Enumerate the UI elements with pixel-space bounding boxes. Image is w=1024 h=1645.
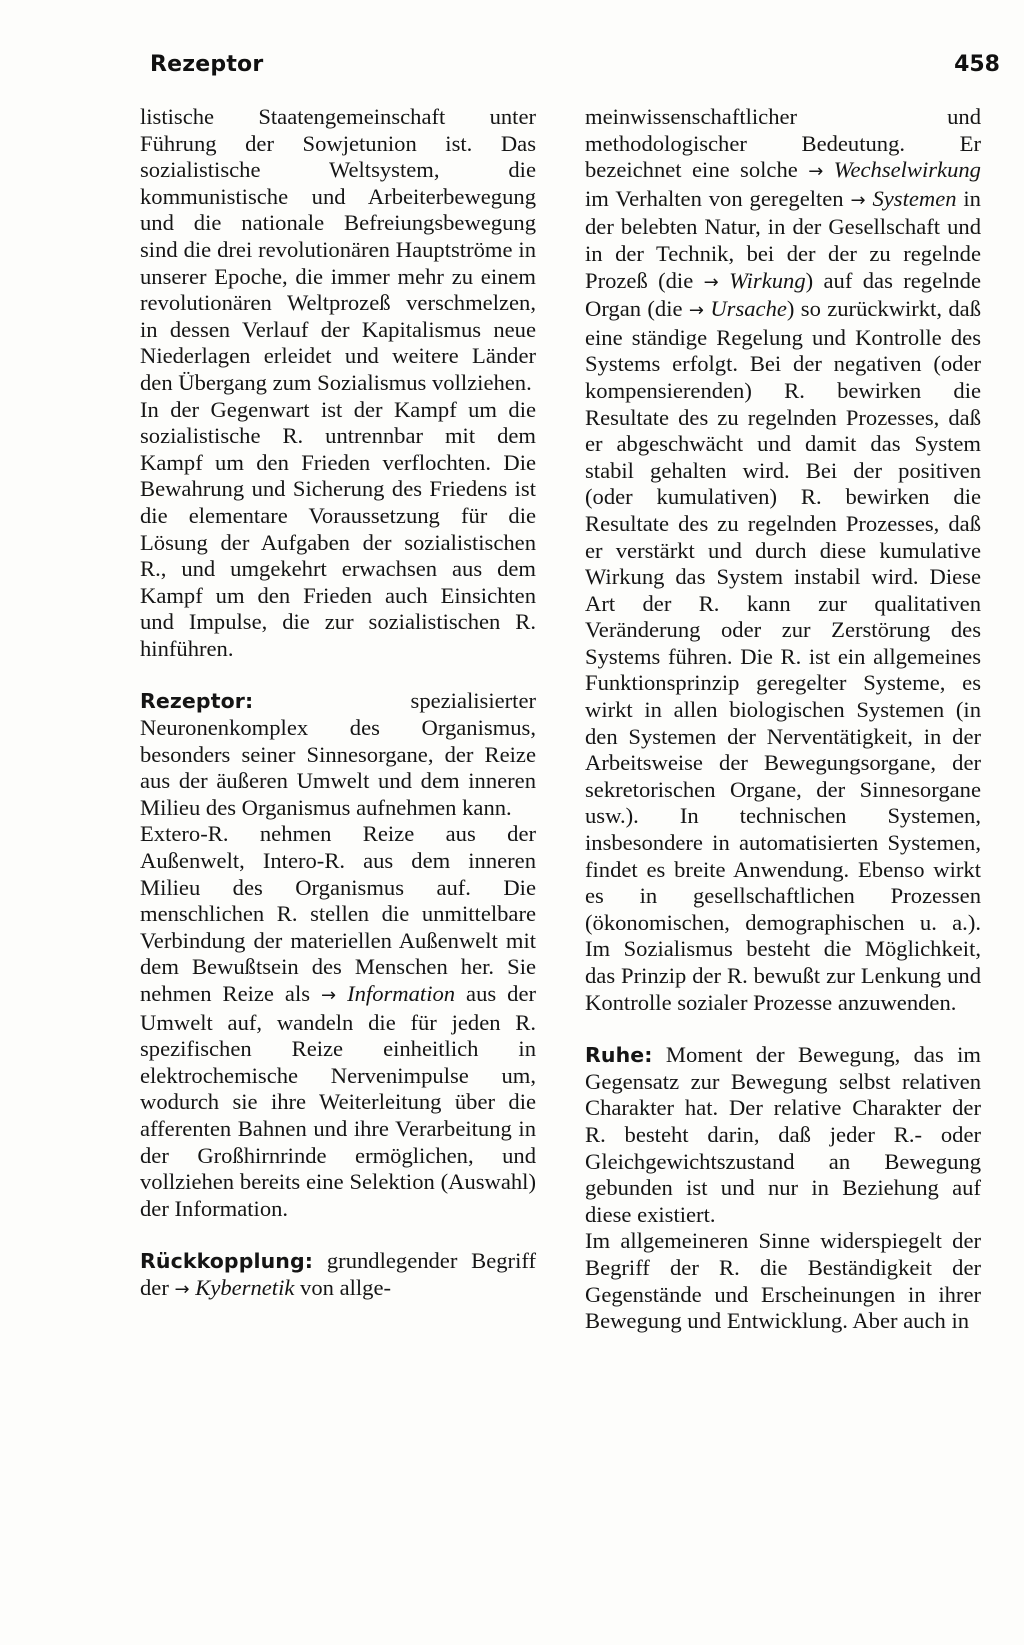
entry-rezeptor <box>140 688 536 1222</box>
rueck-cont-text-a: meinwissenschaftlicher und methodologischer Bedeutung. Er bezeichnet eine solche <box>585 104 981 183</box>
rueck-cont-text-e: ) so zurückwirkt, daß eine ständige Regelung und Kontrolle des Systems erfolgt. Bei der negativen (oder kompensierenden) R. bewirken die Resultate des zu regelnden Prozesses, daß er abgeschwächt und damit das System stabil gehalten wird. Bei der positiven (oder kumulativen) R. bewirken die Resultate des zu regelnden Prozesses, daß er verstärkt und durch diese kumulative Wirkung das System instabil wird. Diese Art der R. kann zur qualitativen Veränderung oder zur Zerstörung des Systems führen. Die R. ist ein allgemeines Funktionsprinzip geregelter Systeme, es wirkt in allen biologischen Systemen (in den Systemen der Nerventätigkeit, in der Arbeitsweise der Bewegungsorgane, der sekretorischen Organe, der Sinnesorgane usw.). In technischen Systemen, insbesondere in automatisierten Systemen, findet es breite Anwendung. Ebenso wirkt es in gesellschaftlichen Prozessen (ökonomischen, demographischen u. a.). Im Sozialismus besteht die Möglichkeit, das Prinzip der R. bewußt zur Lenkung und Kontrolle sozialer Prozesse anzuwenden. <box>585 296 981 1015</box>
rezeptor-p2-text-b: aus der Umwelt auf, wandeln die für jeden R. spezifischen Reize einheitlich in elektrochemische Nervenimpulse um, wodurch sie ihre Weiterleitung über die afferenten Bahnen und ihre Verarbeitung in der Großhirnrinde ermöglichen, und vollziehen bereits eine Selektion (Auswahl) der Information. <box>140 981 537 1221</box>
paragraph-revolution-peace: In der Gegenwart ist der Kampf um die sozialistische R. untrennbar mit dem Kampf um den Frieden verflochten. Die Bewahrung und Sicherung des Friedens ist die elementare Voraussetzung für die Lösung der Aufgaben der sozialistischen R., und umgekehrt erwachsen aus dem Kampf um den Frieden auch Einsichten und Impulse, die zur sozialistischen R. hinführen. <box>140 396 536 661</box>
ruhe-paragraph-2: Im allgemeineren Sinne widerspiegelt der Begriff der R. die Beständigkeit der Gegenstände und Erscheinungen in ihrer Bewegung und Entwicklung. Aber auch in <box>585 1228 981 1334</box>
cross-reference-arrow-icon: → <box>703 271 719 293</box>
cross-reference-arrow-icon: → <box>321 985 337 1006</box>
rueck-text-b: von allge- <box>294 1274 391 1300</box>
cross-reference-wechselwirkung[interactable]: Wechselwirkung <box>833 157 981 183</box>
rezeptor-definition <box>140 688 536 821</box>
entry-rueckkopplung <box>140 1248 536 1303</box>
ruhe-definition-text: Moment der Bewegung, das im Gegensatz zur Bewegung selbst relativen Charakter hat. Der relative Charakter der R. besteht darin, daß jeder R.- oder Gleichgewichtszustand an Bewegung gebunden ist und nur in Beziehung auf diese existiert. <box>585 1042 981 1227</box>
page-number: 458 <box>954 52 1000 77</box>
entry-ruhe <box>585 1042 981 1335</box>
paragraph-revolution-continuation: listische Staatengemeinschaft unter Führung der Sowjetunion ist. Das sozialistische Weltsystem, die kommunistische und Arbeiterbewegung und die nationale Befreiungsbewegung sind die drei revolutionären Hauptströme in unserer Epoche, die immer mehr zu einem revolutionären Weltprozeß verschmelzen, in dessen Verlauf der Kapitalismus neue Niederlagen erleidet und weitere Länder den Übergang zum Sozialismus vollziehen. <box>140 104 536 395</box>
cross-reference-ursache[interactable]: Ursache <box>710 296 787 322</box>
ruhe-definition <box>585 1042 981 1228</box>
cross-reference-arrow-icon: → <box>808 161 824 183</box>
cross-reference-information[interactable]: Information <box>347 981 456 1006</box>
cross-reference-wirkung[interactable]: Wirkung <box>729 267 806 293</box>
right-column <box>585 104 981 1335</box>
rezeptor-definition-text: spezialisierter Neuronenkomplex des Organismus, besonders seiner Sinnesorgane, der Reize aus der äußeren Umwelt und dem inneren Milieu des Organismus aufnehmen kann. <box>140 688 536 820</box>
entry-term-rueckkopplung: Rückkopplung: <box>140 1249 314 1274</box>
rueckkopplung-definition-continued <box>585 104 981 1016</box>
cross-reference-kybernetik[interactable]: Kybernetik <box>195 1274 295 1300</box>
left-column <box>140 104 536 1304</box>
rueck-cont-text-c: in der belebten Natur, in der Gesellschaft und in der Technik, bei der der zu regelnde Prozeß (die <box>585 185 981 293</box>
entry-term-ruhe: Ruhe: <box>585 1043 653 1068</box>
running-headword: Rezeptor <box>150 52 264 77</box>
running-head <box>150 52 1000 86</box>
rueck-cont-text-b: im Verhalten von geregelten <box>585 185 851 211</box>
cross-reference-arrow-icon: → <box>688 300 704 322</box>
rueck-cont-text-d: ) auf das regelnde Organ (die <box>585 267 982 322</box>
entry-term-rezeptor: Rezeptor: <box>140 689 254 714</box>
cross-reference-arrow-icon: → <box>174 1278 190 1300</box>
rueck-text-a: grundlegender Begriff der <box>140 1248 536 1300</box>
rezeptor-paragraph-2 <box>140 821 536 1222</box>
rezeptor-p2-text-a: Extero-R. nehmen Reize aus der Außenwelt, Intero-R. aus dem inneren Milieu des Organismus auf. Die menschlichen R. stellen die unmittelbare Verbindung der materiellen Außenwelt mit dem Bewußtsein des Menschen her. Sie nehmen Reize als <box>140 821 536 1006</box>
rueckkopplung-definition-start <box>140 1248 536 1303</box>
cross-reference-arrow-icon: → <box>850 189 866 211</box>
cross-reference-systemen[interactable]: Systemen <box>872 185 957 211</box>
